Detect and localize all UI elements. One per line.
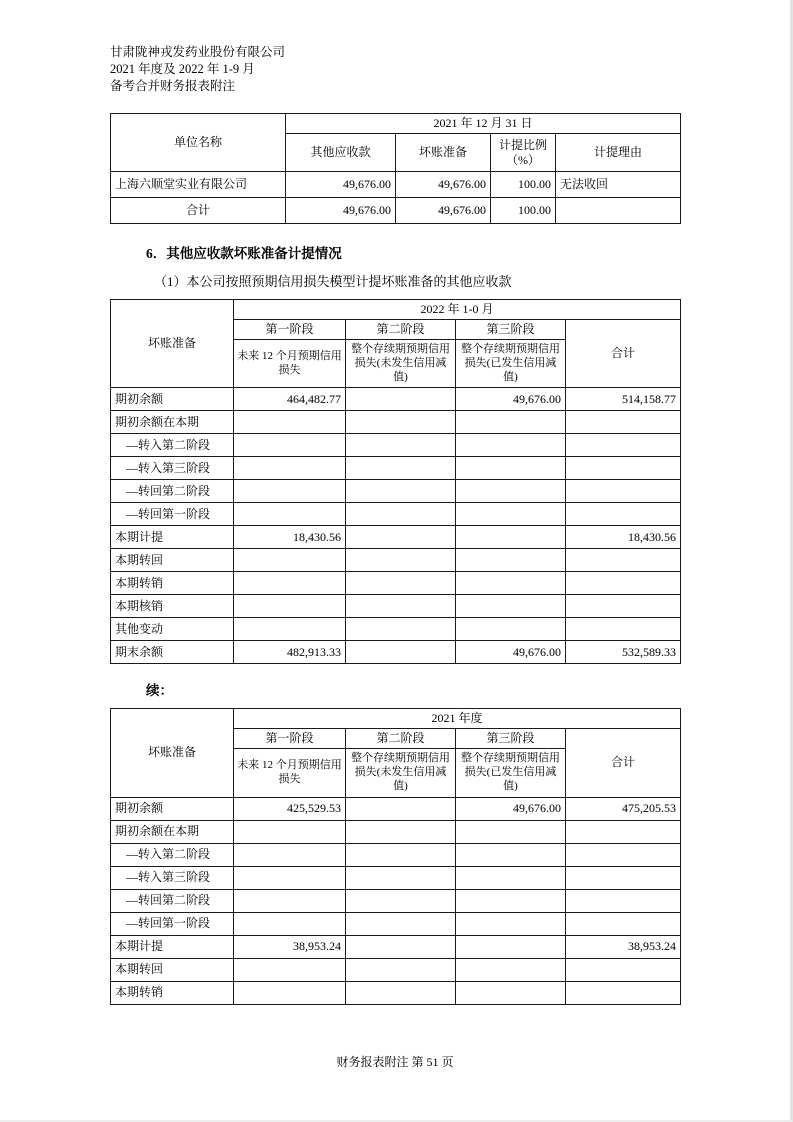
- cell-ratio: 100.00: [491, 198, 556, 224]
- cell-total: 18,430.56: [566, 526, 681, 549]
- cell-reason: 无法收回: [556, 172, 681, 198]
- cell-s1: [234, 411, 346, 434]
- cell-label: 本期核销: [111, 595, 234, 618]
- cell-label: 其他变动: [111, 618, 234, 641]
- ecl-table-2021: [110, 708, 681, 1004]
- cell-ratio: 100.00: [491, 172, 556, 198]
- document-title: 备考合并财务报表附注: [110, 79, 236, 93]
- cell-name: 合计: [111, 198, 286, 224]
- cell-s2: [346, 641, 456, 664]
- cell-s2: [346, 480, 456, 503]
- cell-s2: [346, 618, 456, 641]
- col-header-period: 2022 年 1-0 月: [234, 300, 681, 320]
- cell-total: [566, 981, 681, 1004]
- cell-total: [566, 820, 681, 843]
- cell-total: [566, 912, 681, 935]
- cell-s1: [234, 889, 346, 912]
- cell-s2: [346, 526, 456, 549]
- cell-s3: [456, 595, 566, 618]
- cell-bad_debt: 49,676.00: [396, 172, 491, 198]
- cell-s3: [456, 549, 566, 572]
- cell-s1: [234, 595, 346, 618]
- table-header: [111, 300, 681, 388]
- cell-s3: [456, 503, 566, 526]
- table-row: [111, 457, 681, 480]
- cell-other_receivables: 49,676.00: [286, 172, 396, 198]
- cell-s3: [456, 618, 566, 641]
- cell-label: —转入第三阶段: [111, 457, 234, 480]
- cell-label: 本期计提: [111, 935, 234, 958]
- table-row: [111, 866, 681, 889]
- table-row: [111, 503, 681, 526]
- cell-label: —转入第二阶段: [111, 434, 234, 457]
- cell-s3: [456, 981, 566, 1004]
- cell-s3: [456, 843, 566, 866]
- table-row: [111, 797, 681, 820]
- cell-s3: [456, 958, 566, 981]
- cell-total: [566, 549, 681, 572]
- table-row: [111, 820, 681, 843]
- cell-s2: [346, 572, 456, 595]
- section-subheading: （1）本公司按照预期信用损失模型计提坏账准备的其他应收款: [154, 274, 512, 289]
- cell-label: 本期转回: [111, 549, 234, 572]
- table-row: [111, 889, 681, 912]
- table-header: [111, 709, 681, 797]
- cell-total: [566, 480, 681, 503]
- table-row: [111, 912, 681, 935]
- cell-s2: [346, 434, 456, 457]
- cell-s3: [456, 411, 566, 434]
- table-row: [111, 981, 681, 1004]
- cell-total: [566, 411, 681, 434]
- col-header-stage-3-desc: 整个存续期预期信用损失(已发生信用减值): [456, 340, 566, 388]
- cell-s3: [456, 820, 566, 843]
- ecl-table-2022: [110, 299, 681, 664]
- col-header-stage-3: 第三阶段: [456, 320, 566, 340]
- cell-label: —转回第二阶段: [111, 889, 234, 912]
- cell-reason: [556, 198, 681, 224]
- cell-s1: [234, 820, 346, 843]
- cell-total: 38,953.24: [566, 935, 681, 958]
- cell-s2: [346, 457, 456, 480]
- cell-s1: 464,482.77: [234, 388, 346, 411]
- cell-s3: [456, 457, 566, 480]
- table-body: [111, 172, 681, 224]
- cell-s2: [346, 866, 456, 889]
- company-name: 甘肃陇神戎发药业股份有限公司: [110, 45, 286, 59]
- cell-bad_debt: 49,676.00: [396, 198, 491, 224]
- cell-s2: [346, 843, 456, 866]
- row-header-bad-debt-provision: 坏账准备: [111, 709, 234, 797]
- col-header-other-receivables: 其他应收款: [286, 134, 396, 172]
- table-row: [111, 388, 681, 411]
- section-heading: 6．其他应收款坏账准备计提情况: [146, 246, 342, 261]
- col-header-provision-ratio: 计提比例（%）: [491, 134, 556, 172]
- page-footer: 财务报表附注 第 51 页: [336, 1055, 454, 1069]
- cell-s1: [234, 912, 346, 935]
- col-header-stage-2: 第二阶段: [346, 320, 456, 340]
- cell-s2: [346, 411, 456, 434]
- cell-total: [566, 843, 681, 866]
- cell-s3: 49,676.00: [456, 388, 566, 411]
- cell-s1: [234, 981, 346, 1004]
- col-header-stage-2-desc: 整个存续期预期信用损失(未发生信用减值): [346, 340, 456, 388]
- document-header: [110, 44, 683, 95]
- cell-s1: [234, 572, 346, 595]
- table-row: [111, 843, 681, 866]
- cell-total: [566, 572, 681, 595]
- table-body: [111, 388, 681, 664]
- table-row: [111, 411, 681, 434]
- cell-total: 514,158.77: [566, 388, 681, 411]
- cell-s3: [456, 866, 566, 889]
- cell-s2: [346, 820, 456, 843]
- table-row: [111, 641, 681, 664]
- cell-label: —转回第一阶段: [111, 912, 234, 935]
- cell-s2: [346, 958, 456, 981]
- cell-s1: [234, 480, 346, 503]
- cell-label: —转回第一阶段: [111, 503, 234, 526]
- col-header-stage-3-desc: 整个存续期预期信用损失(已发生信用减值): [456, 749, 566, 797]
- col-header-unit-name: 单位名称: [111, 114, 286, 172]
- cell-total: [566, 503, 681, 526]
- row-header-bad-debt-provision: 坏账准备: [111, 300, 234, 388]
- col-header-stage-1-desc: 未来 12 个月预期信用损失: [234, 340, 346, 388]
- table-row: [111, 618, 681, 641]
- cell-s1: 482,913.33: [234, 641, 346, 664]
- cell-label: 期初余额: [111, 388, 234, 411]
- cell-s3: 49,676.00: [456, 641, 566, 664]
- bad-debt-provision-by-unit-table: [110, 113, 681, 224]
- col-header-stage-3: 第三阶段: [456, 729, 566, 749]
- table-row: [111, 958, 681, 981]
- cell-s1: 18,430.56: [234, 526, 346, 549]
- cell-label: 期初余额在本期: [111, 411, 234, 434]
- col-header-stage-2-desc: 整个存续期预期信用损失(未发生信用减值): [346, 749, 456, 797]
- cell-s2: [346, 889, 456, 912]
- cell-total: [566, 457, 681, 480]
- cell-s3: [456, 889, 566, 912]
- cell-s2: [346, 797, 456, 820]
- cell-s1: [234, 503, 346, 526]
- cell-label: 本期转销: [111, 981, 234, 1004]
- cell-s1: [234, 549, 346, 572]
- col-header-period: 2021 年 12 月 31 日: [286, 114, 681, 134]
- cell-s2: [346, 388, 456, 411]
- cell-s2: [346, 981, 456, 1004]
- cell-label: —转回第二阶段: [111, 480, 234, 503]
- cell-s3: [456, 572, 566, 595]
- cell-s1: 425,529.53: [234, 797, 346, 820]
- cell-label: 本期计提: [111, 526, 234, 549]
- cell-other_receivables: 49,676.00: [286, 198, 396, 224]
- cell-s2: [346, 935, 456, 958]
- cell-label: 期初余额: [111, 797, 234, 820]
- cell-s1: 38,953.24: [234, 935, 346, 958]
- col-header-bad-debt-provision: 坏账准备: [396, 134, 491, 172]
- col-header-stage-2: 第二阶段: [346, 729, 456, 749]
- cell-s2: [346, 912, 456, 935]
- cell-s2: [346, 549, 456, 572]
- col-header-total: 合计: [566, 320, 681, 388]
- table-row: [111, 572, 681, 595]
- table-row: [111, 198, 681, 224]
- continued-label: 续：: [146, 683, 173, 699]
- cell-s3: [456, 480, 566, 503]
- cell-total: [566, 595, 681, 618]
- cell-label: —转入第二阶段: [111, 843, 234, 866]
- table-row: [111, 526, 681, 549]
- cell-s1: [234, 843, 346, 866]
- table-row: [111, 935, 681, 958]
- col-header-period: 2021 年度: [234, 709, 681, 729]
- cell-total: 475,205.53: [566, 797, 681, 820]
- cell-s3: [456, 526, 566, 549]
- cell-total: [566, 889, 681, 912]
- table-row: [111, 480, 681, 503]
- cell-label: —转入第三阶段: [111, 866, 234, 889]
- table-row: [111, 595, 681, 618]
- col-header-stage-1: 第一阶段: [234, 729, 346, 749]
- cell-s1: [234, 958, 346, 981]
- report-period: 2021 年度及 2022 年 1-9 月: [110, 62, 255, 76]
- cell-total: [566, 866, 681, 889]
- cell-s2: [346, 595, 456, 618]
- cell-total: [566, 618, 681, 641]
- col-header-stage-1-desc: 未来 12 个月预期信用损失: [234, 749, 346, 797]
- cell-label: 本期转回: [111, 958, 234, 981]
- cell-name: 上海六顺堂实业有限公司: [111, 172, 286, 198]
- cell-total: 532,589.33: [566, 641, 681, 664]
- cell-s3: [456, 434, 566, 457]
- table-header: [111, 114, 681, 172]
- cell-s3: 49,676.00: [456, 797, 566, 820]
- cell-s1: [234, 457, 346, 480]
- cell-s3: [456, 912, 566, 935]
- cell-label: 本期转销: [111, 572, 234, 595]
- cell-s1: [234, 866, 346, 889]
- table-row: [111, 172, 681, 198]
- cell-s3: [456, 935, 566, 958]
- cell-s1: [234, 434, 346, 457]
- col-header-total: 合计: [566, 729, 681, 797]
- col-header-provision-reason: 计提理由: [556, 134, 681, 172]
- col-header-stage-1: 第一阶段: [234, 320, 346, 340]
- table-row: [111, 549, 681, 572]
- cell-s1: [234, 618, 346, 641]
- table-row: [111, 434, 681, 457]
- cell-total: [566, 958, 681, 981]
- cell-label: 期初余额在本期: [111, 820, 234, 843]
- cell-total: [566, 434, 681, 457]
- table-body: [111, 797, 681, 1004]
- cell-label: 期末余额: [111, 641, 234, 664]
- cell-s2: [346, 503, 456, 526]
